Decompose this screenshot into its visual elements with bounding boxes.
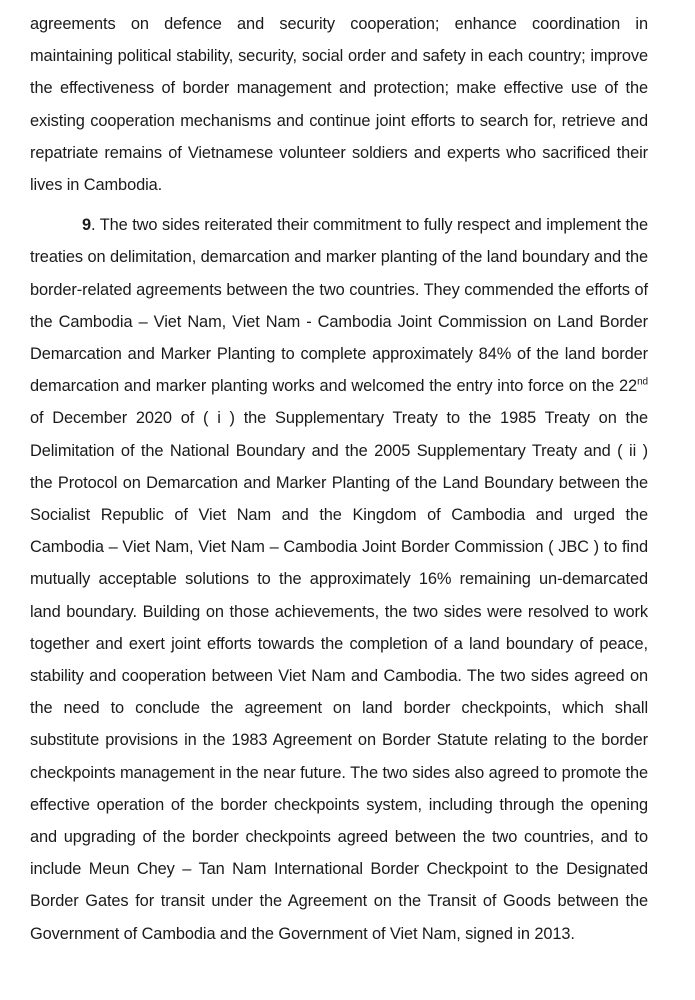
paragraph-9-text-part-2: of December 2020 of ( i ) the Supplementary Treaty to the 1985 Treaty on the Delimitation of the National Boundary and the 2005 Supplementary Treaty and ( ii ) the Protocol on Demarcation and Marker Planting of the Land Boundary between the Socialist Republic of Viet Nam and the Kingdom of Cambodia and urged the Cambodia – Viet Nam, Viet Nam – Cambodia Joint Border Commission ( JBC ) to find mutually acceptable solutions to the approximately 16% remaining un-demarcated land boundary. Building on those achievements, the two sides were resolved to work together and exert joint efforts towards the completion of a land boundary of peace, stability and cooperation between Viet Nam and Cambodia. The two sides agreed on the need to conclude the agreement on land border checkpoints, which shall substitute provisions in the 1983 Agreement on Border Statute relating to the border checkpoints management in the near future. The two sides also agreed to promote the effective operation of the border checkpoints system, including through the opening and upgrading of the border checkpoints agreed between the two countries, and to include Meun Chey – Tan Nam International Border Checkpoint to the Designated Border Gates for transit under the Agreement on the Transit of Goods between the Government of Cambodia and the Government of Viet Nam, signed in 2013. bbox=[30, 409, 648, 943]
paragraph-number: 9 bbox=[82, 216, 92, 235]
paragraph-9 bbox=[30, 209, 648, 950]
paragraph-9-text-part-1: . The two sides reiterated their commitment to fully respect and implement the treaties on delimitation, demarcation and marker planting of the land boundary and the border-related agreements between the two countries. They commended the efforts of the Cambodia – Viet Nam, Viet Nam - Cambodia Joint Commission on Land Border Demarcation and Marker Planting to complete approximately 84% of the land border demarcation and marker planting works and welcomed the entry into force on the 22 bbox=[30, 216, 648, 396]
ordinal-superscript: nd bbox=[637, 376, 648, 388]
continued-paragraph: agreements on defence and security cooperation; enhance coordination in maintaining political stability, security, social order and safety in each country; improve the effectiveness of border management and protection; make effective use of the existing cooperation mechanisms and continue joint efforts to search for, retrieve and repatriate remains of Vietnamese volunteer soldiers and experts who sacrificed their lives in Cambodia. bbox=[30, 15, 648, 195]
document-page bbox=[30, 8, 648, 950]
